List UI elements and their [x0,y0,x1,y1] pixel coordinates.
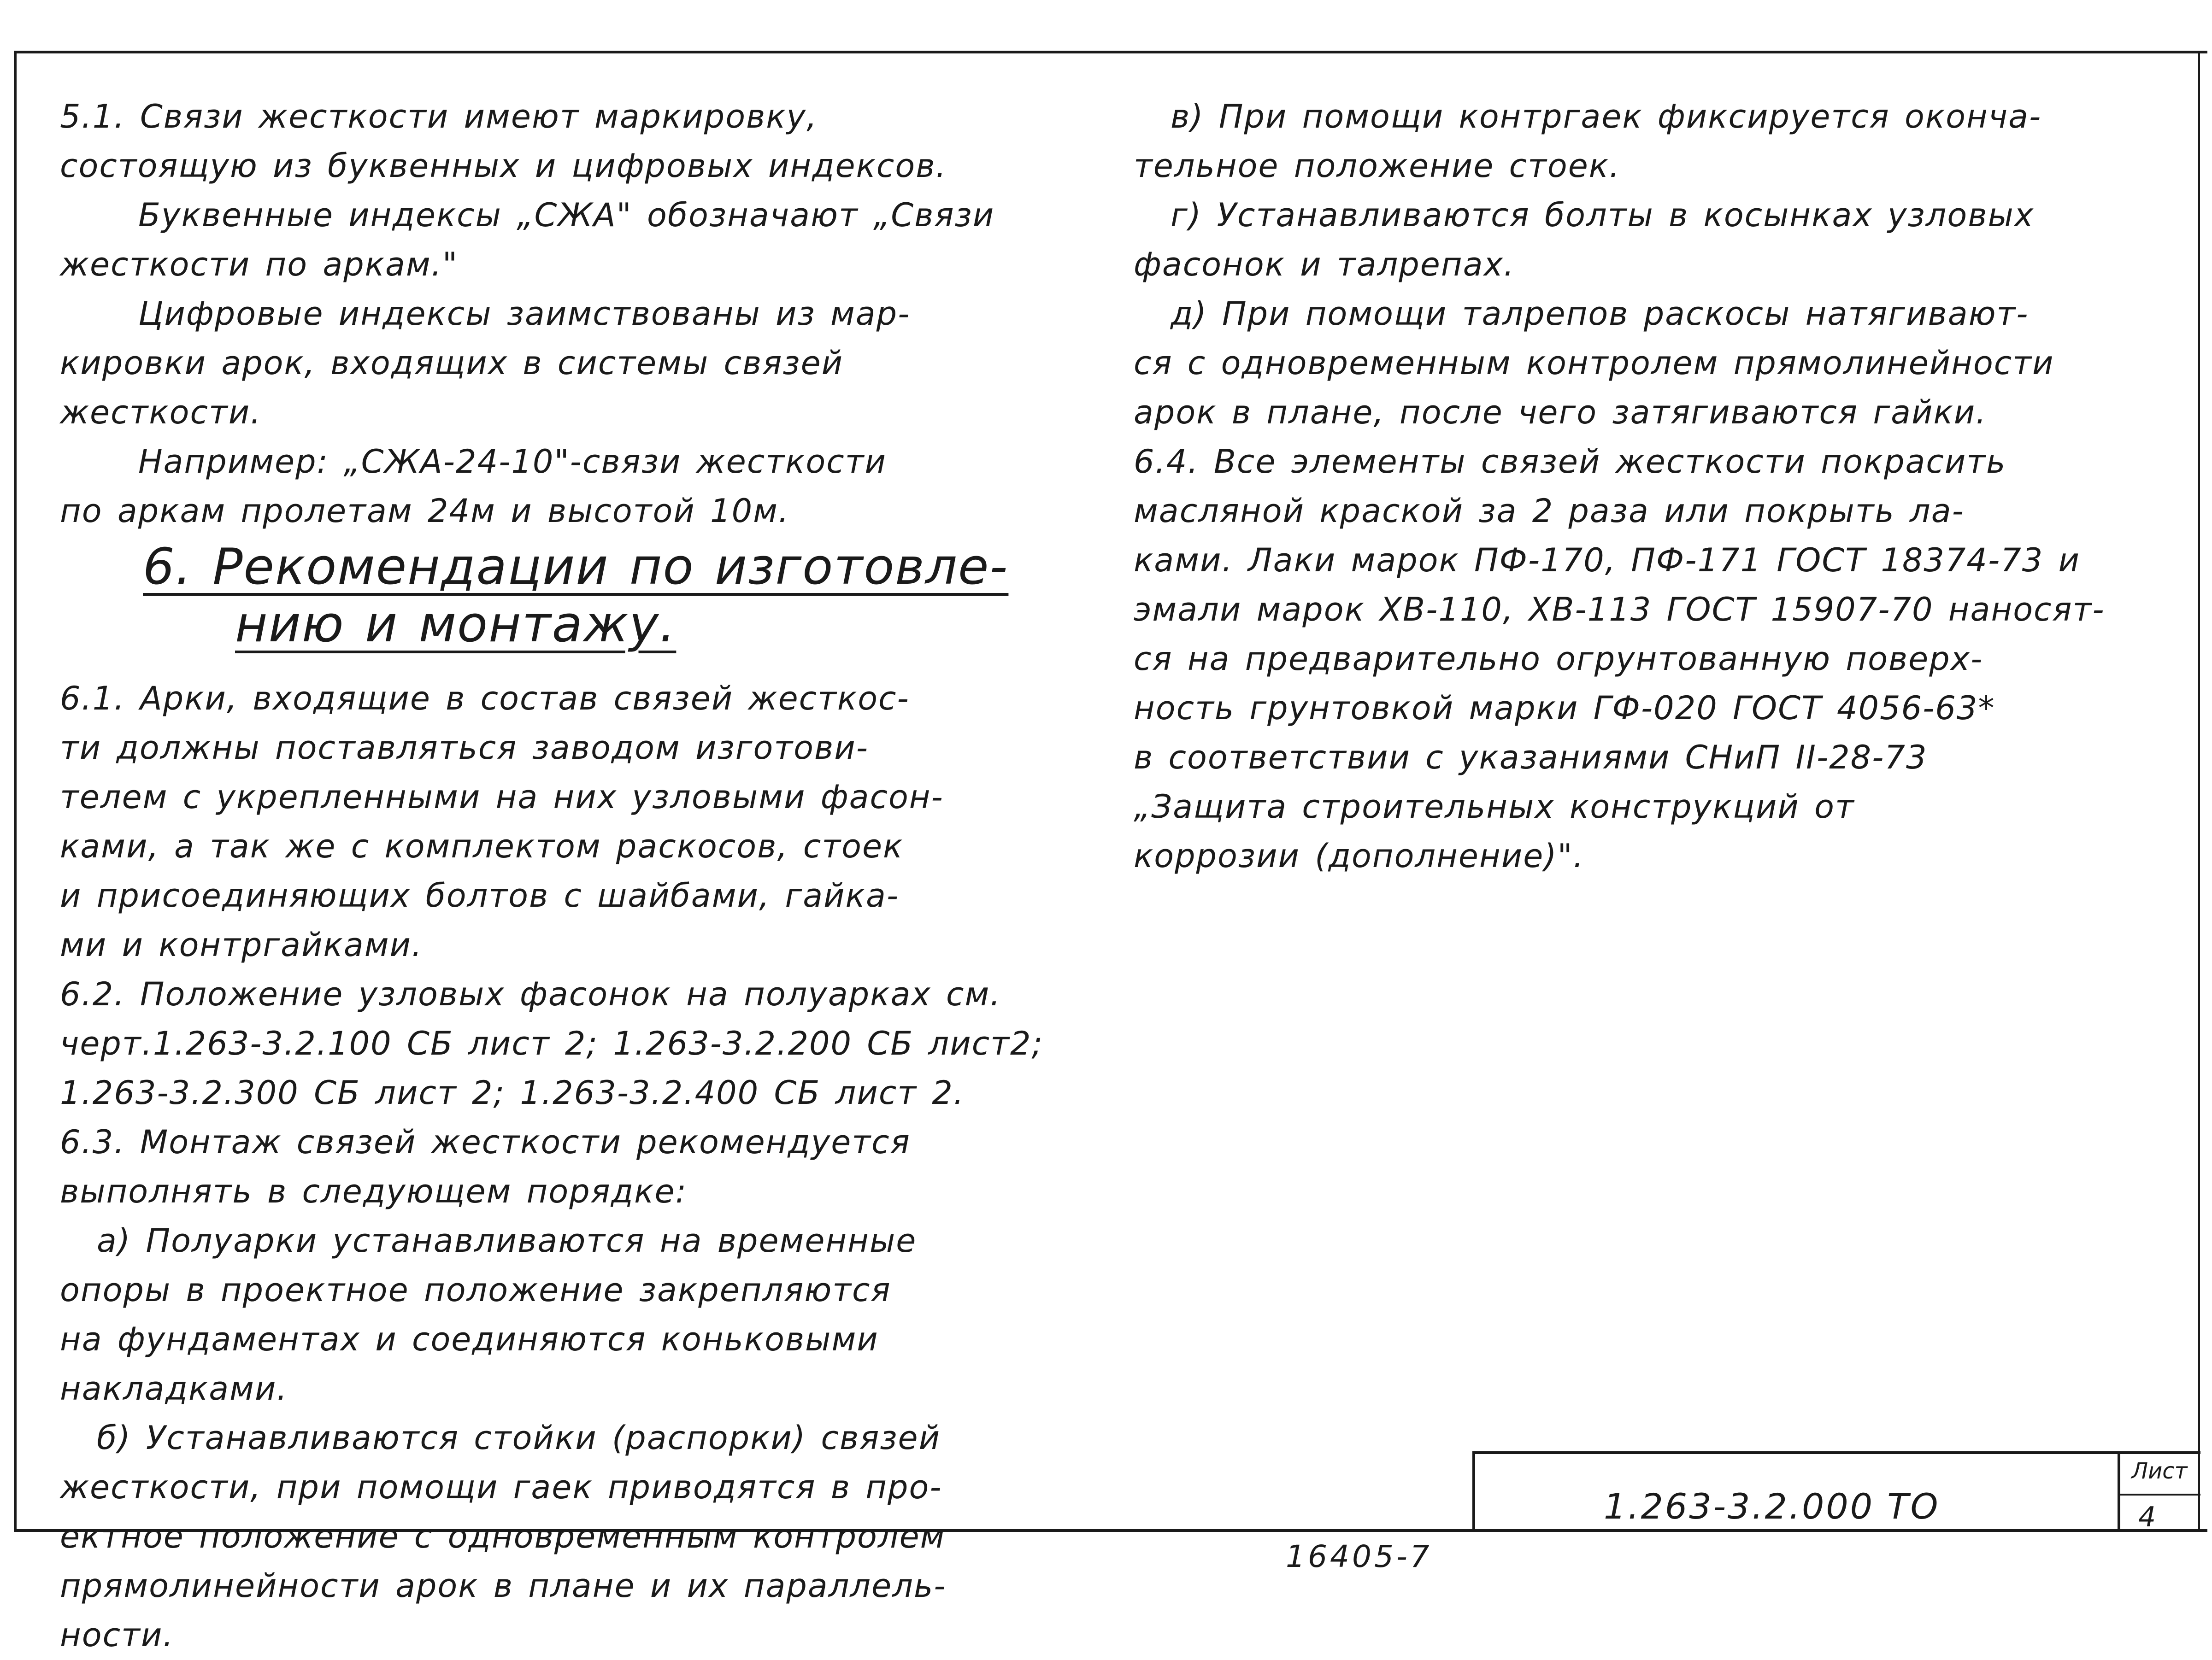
text-line: 5.1. Связи жесткости имеют маркировку, [60,98,818,135]
sheet-number: 4 [2138,1501,2156,1533]
text-line: в) При помощи контргаек фиксируется оконча- [1171,98,2042,135]
text-line: ся с одновременным контролем прямолинейности [1134,344,2054,382]
text-line: по аркам пролетам 24м и высотой 10м. [60,492,790,530]
text-line: ти должны поставляться заводом изготови- [60,729,869,767]
sheet-cell-divider [2118,1451,2120,1532]
sheet-label: Лист [2131,1458,2188,1484]
text-line: ками. Лаки марок ПФ-170, ПФ-171 ГОСТ 18374-73 и [1134,541,2081,579]
text-line: фасонок и талрепах. [1134,246,1515,283]
text-line: 6.4. Все элементы связей жесткости покрасить [1134,443,2006,481]
text-line: „Защита строительных конструкций от [1134,788,1855,826]
text-line: арок в плане, после чего затягиваются гайки. [1134,393,1987,431]
archive-number: 16405-7 [1286,1539,1432,1574]
text-line: на фундаментах и соединяются коньковыми [60,1320,879,1358]
text-line: 6.1. Арки, входящие в состав связей жесткос- [60,680,910,717]
text-line: телем с укрепленными на них узловыми фасон- [60,778,944,816]
section-heading-cont: нию и монтажу. [235,596,677,653]
text-line: г) Устанавливаются болты в косынках узловых [1171,196,2035,234]
section-heading: 6. Рекомендации по изготовле- [143,538,1009,596]
text-line: коррозии (дополнение)". [1134,837,1585,875]
text-line: Буквенные индексы „СЖА" обозначают „Связи [138,196,995,234]
text-line: выполнять в следующем порядке: [60,1173,688,1210]
text-line: кировки арок, входящих в системы связей [60,344,844,382]
text-line: прямолинейности арок в плане и их параллель- [60,1567,947,1605]
text-line: Например: „СЖА-24-10"-связи жесткости [138,443,887,481]
text-line: эмали марок ХВ-110, ХВ-113 ГОСТ 15907-70 наносят- [1134,591,2105,628]
text-line: жесткости, при помощи гаек приводятся в про- [60,1468,942,1506]
sheet-cell-hline [2120,1494,2200,1496]
text-line: д) При помощи талрепов раскосы натягивают- [1171,295,2029,333]
text-line: в соответствии с указаниями СНиП II-28-73 [1134,739,1928,776]
text-line: ми и контргайками. [60,926,423,964]
text-line: состоящую из буквенных и цифровых индексов. [60,147,947,185]
text-line: накладками. [60,1370,288,1408]
text-line: ность грунтовкой марки ГФ-020 ГОСТ 4056-63* [1134,689,1995,727]
text-line: жесткости. [60,393,262,431]
text-line: б) Устанавливаются стойки (распорки) связей [97,1419,941,1457]
text-line: ности. [60,1616,174,1654]
text-line: 6.2. Положение узловых фасонок на полуарках см. [60,975,1001,1013]
text-line: ками, а так же с комплектом раскосов, стоек [60,827,904,865]
text-line: а) Полуарки устанавливаются на временные [97,1222,917,1260]
text-line: тельное положение стоек. [1134,147,1621,185]
text-line: опоры в проектное положение закрепляются [60,1271,891,1309]
left-column [60,92,1092,1660]
text-line: Цифровые индексы заимствованы из мар- [138,295,911,333]
text-line: и присоединяющих болтов с шайбами, гайка- [60,877,900,915]
text-line: жесткости по аркам." [60,246,459,283]
right-column [1134,92,2129,881]
text-line: ектное положение с одновременным контролем [60,1518,946,1555]
document-code: 1.263-3.2.000 ТО [1604,1486,1940,1527]
text-line: масляной краской за 2 раза или покрыть ла- [1134,492,1965,530]
text-line: 6.3. Монтаж связей жесткости рекомендуется [60,1123,911,1161]
frame-right-edge [2198,51,2200,1532]
text-line: черт.1.263-3.2.100 СБ лист 2; 1.263-3.2.200 СБ лист2; [60,1025,1044,1062]
text-line: ся на предварительно огрунтованную поверх- [1134,640,1983,678]
text-line: 1.263-3.2.300 СБ лист 2; 1.263-3.2.400 СБ лист 2. [60,1074,965,1112]
